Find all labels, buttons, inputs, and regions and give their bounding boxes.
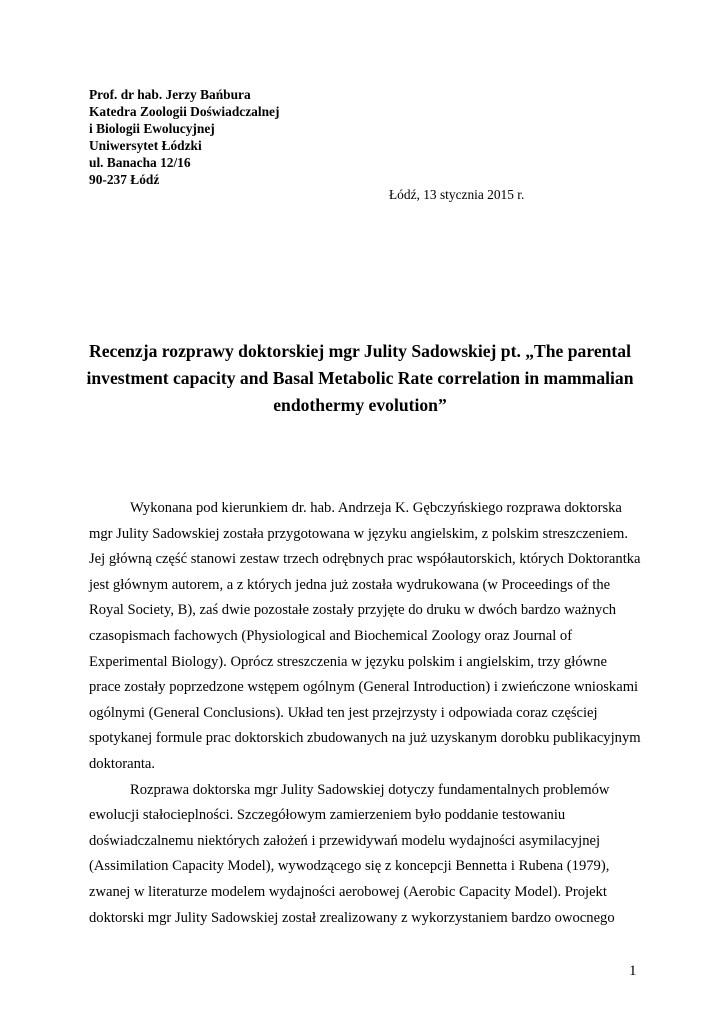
paragraph-line: doświadczalnemu niektórych założeń i przewidywań modelu wydajności asymilacyjnej (89, 832, 601, 849)
paragraph-line: ogólnymi (General Conclusions). Układ ten jest przejrzysty i odpowiada coraz częściej (89, 704, 598, 721)
paragraph-line: ewolucji stałocieplności. Szczegółowym zamierzeniem było poddanie testowaniu (89, 807, 566, 824)
sender-name: Prof. dr hab. Jerzy Bańbura (89, 87, 251, 102)
paragraph-line: (Assimilation Capacity Model), wywodzącego się z koncepcji Bennetta i Rubena (1979), (89, 858, 610, 875)
paragraph-line: Jej główną część stanowi zestaw trzech odrębnych prac współautorskich, których Doktorantka (89, 551, 641, 568)
title-line: endothermy evolution” (273, 395, 447, 415)
paragraph-line: Rozprawa doktorska mgr Julity Sadowskiej dotyczy fundamentalnych problemów (130, 781, 610, 798)
paragraph-line: czasopismach fachowych (Physiological and Biochemical Zoology oraz Journal of (89, 627, 573, 644)
paragraph-line: spotykanej formule prac doktorskich zbudowanych na już uzyskanym dorobku publikacyjnym (89, 730, 641, 747)
paragraph-line: jest głównym autorem, a z których jedna już została wydrukowana (w Proceedings of the (89, 576, 611, 593)
paragraph-line: zwanej w literaturze modelem wydajności aerobowej (Aerobic Capacity Model). Projekt (89, 883, 607, 900)
letter-date: Łódź, 13 stycznia 2015 r. (389, 187, 525, 202)
sender-address-block (89, 86, 279, 188)
sender-university: Uniwersytet Łódzki (89, 138, 202, 153)
review-body (89, 496, 641, 931)
paragraph-line: doktoranta. (89, 755, 156, 772)
sender-department: Katedra Zoologii Doświadczalnej (89, 104, 280, 119)
review-title (80, 338, 640, 419)
title-line: Recenzja rozprawy doktorskiej mgr Julity Sadowskiej pt. „The parental (89, 341, 631, 361)
paragraph-line: Experimental Biology). Oprócz streszczenia w języku polskim i angielskim, trzy główne (89, 653, 607, 670)
paragraph-line: prace zostały poprzedzone wstępem ogólnym (General Introduction) i zwieńczone wnioskami (89, 679, 639, 696)
title-line: investment capacity and Basal Metabolic Rate correlation in mammalian (86, 368, 634, 388)
sender-street: ul. Banacha 12/16 (89, 155, 191, 170)
page-number: 1 (629, 963, 637, 979)
paragraph-line: mgr Julity Sadowskiej została przygotowana w języku angielskim, z polskim streszczeniem. (89, 525, 629, 542)
sender-department-cont: i Biologii Ewolucyjnej (89, 121, 215, 136)
paragraph-line: Royal Society, B), zaś dwie pozostałe zostały przyjęte do druku w dwóch bardzo ważnych (89, 602, 617, 619)
paragraph-line: Wykonana pod kierunkiem dr. hab. Andrzeja K. Gębczyńskiego rozprawa doktorska (130, 500, 622, 516)
paragraph-line: doktorski mgr Julity Sadowskiej został zrealizowany z wykorzystaniem bardzo owocnego (89, 909, 615, 926)
sender-postal-city: 90-237 Łódź (89, 172, 160, 187)
